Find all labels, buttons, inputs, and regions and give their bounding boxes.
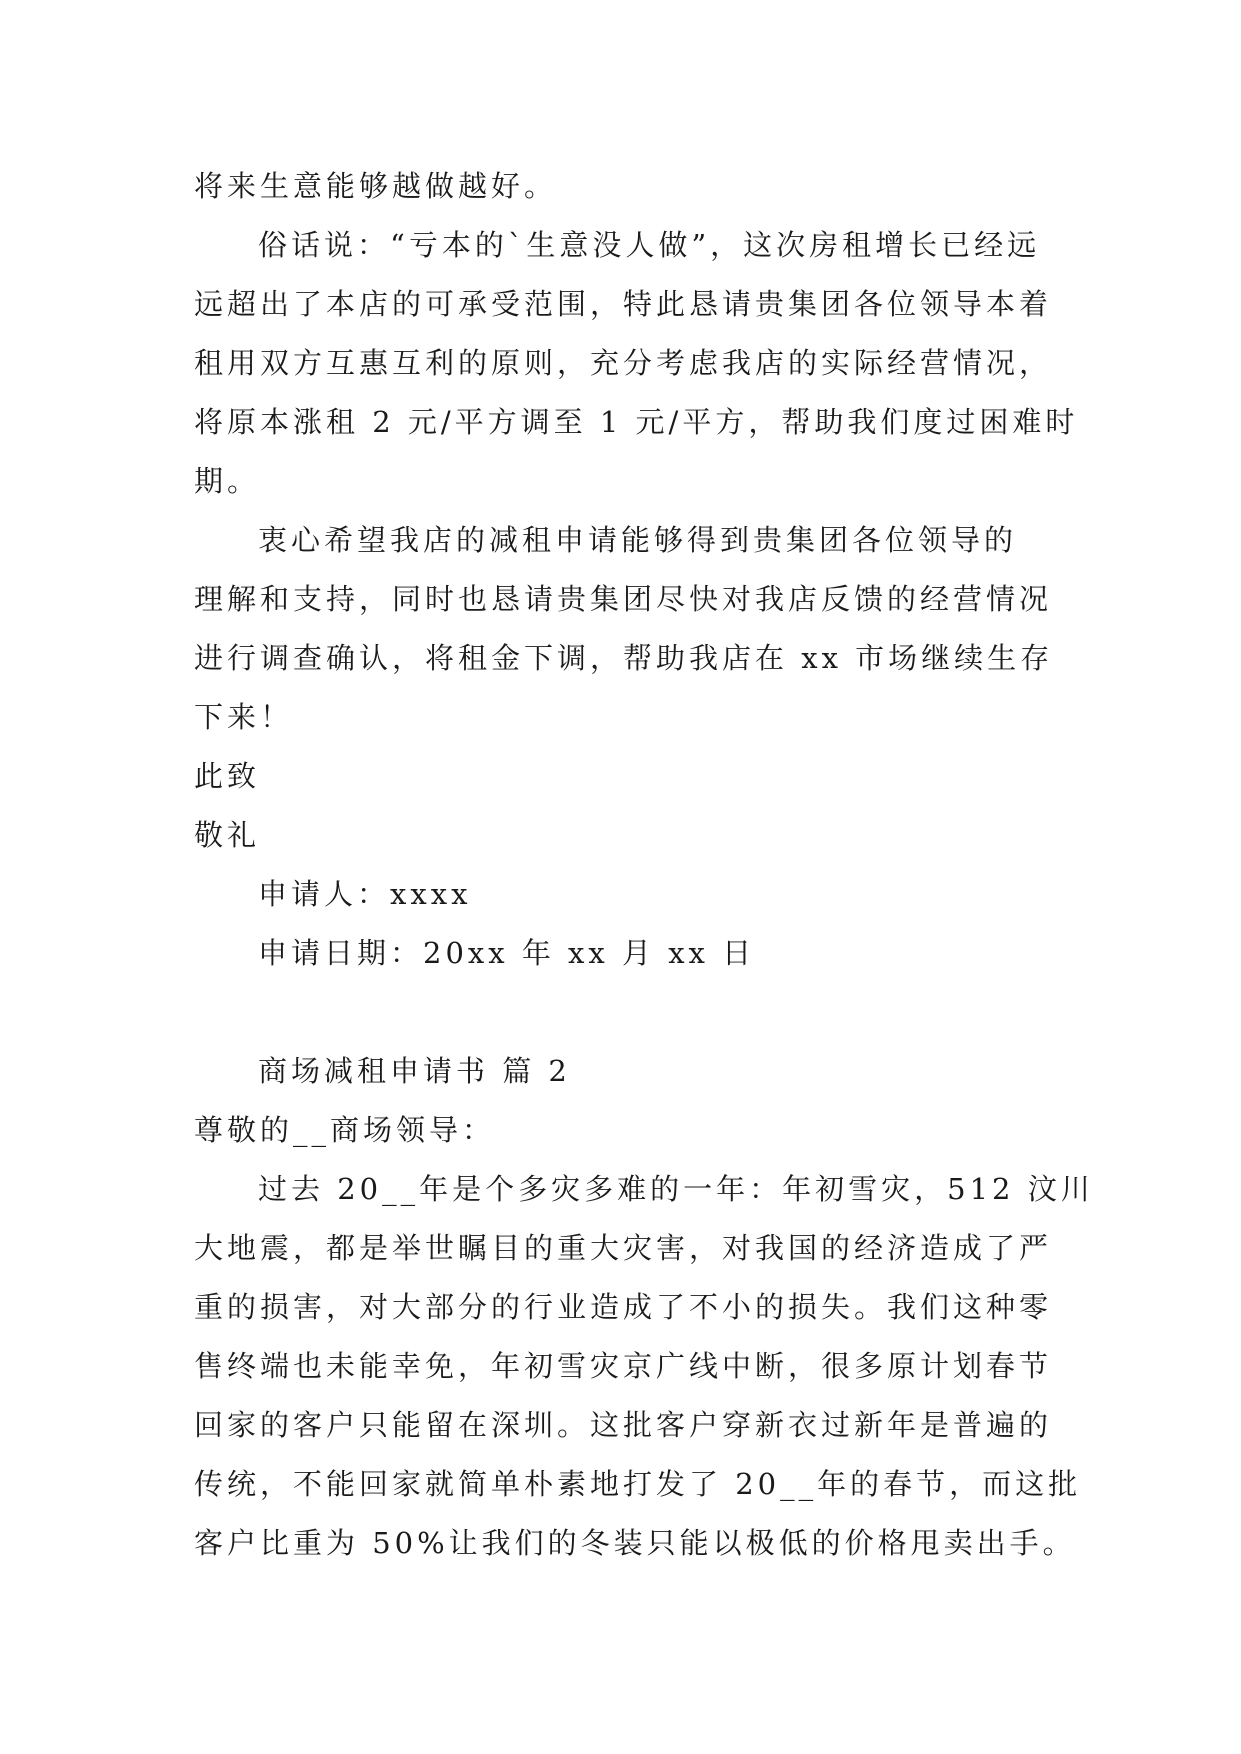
text-line: 期。 — [194, 464, 261, 498]
text-line: 进行调查确认，将租金下调，帮助我店在 xx 市场继续生存 — [194, 641, 1054, 675]
text-line: 远超出了本店的可承受范围，特此恳请贵集团各位领导本着 — [194, 287, 1053, 321]
document-body — [194, 157, 1094, 1573]
text-line: 回家的客户只能留在深圳。这批客户穿新衣过新年是普遍的 — [194, 1408, 1053, 1442]
text-line: 理解和支持，同时也恳请贵集团尽快对我店反馈的经营情况 — [194, 582, 1053, 616]
text-line: 衷心希望我店的减租申请能够得到贵集团各位领导的 — [258, 523, 1018, 557]
text-line: 传统，不能回家就简单朴素地打发了 20__年的春节，而这批 — [194, 1467, 1082, 1501]
section-title: 商场减租申请书 篇 2 — [258, 1054, 571, 1088]
applicant-line: 申请人：xxxx — [258, 877, 472, 911]
text-line: 下来！ — [194, 700, 294, 734]
text-line: 将原本涨租 2 元/平方调至 1 元/平方，帮助我们度过困难时 — [194, 405, 1079, 439]
text-line: 售终端也未能幸免，年初雪灾京广线中断，很多原计划春节 — [194, 1349, 1053, 1383]
text-line: 重的损害，对大部分的行业造成了不小的损失。我们这种零 — [194, 1290, 1053, 1324]
closing-line: 此致 — [194, 759, 261, 793]
salutation-line: 尊敬的__商场领导： — [194, 1113, 496, 1147]
closing-line: 敬礼 — [194, 818, 261, 852]
text-line: 客户比重为 50%让我们的冬装只能以极低的价格甩卖出手。 — [194, 1526, 1076, 1560]
text-line: 俗话说：“亏本的`生意没人做”，这次房租增长已经远 — [258, 228, 1041, 262]
text-line: 租用双方互惠互利的原则，充分考虑我店的实际经营情况， — [194, 346, 1053, 380]
spacer — [194, 983, 1054, 1042]
text-line: 将来生意能够越做越好。 — [194, 169, 558, 203]
text-line: 过去 20__年是个多灾多难的一年：年初雪灾，512 汶川 — [258, 1172, 1094, 1206]
date-line: 申请日期：20xx 年 xx 月 xx 日 — [258, 936, 756, 970]
text-line: 大地震，都是举世瞩目的重大灾害，对我国的经济造成了严 — [194, 1231, 1053, 1265]
